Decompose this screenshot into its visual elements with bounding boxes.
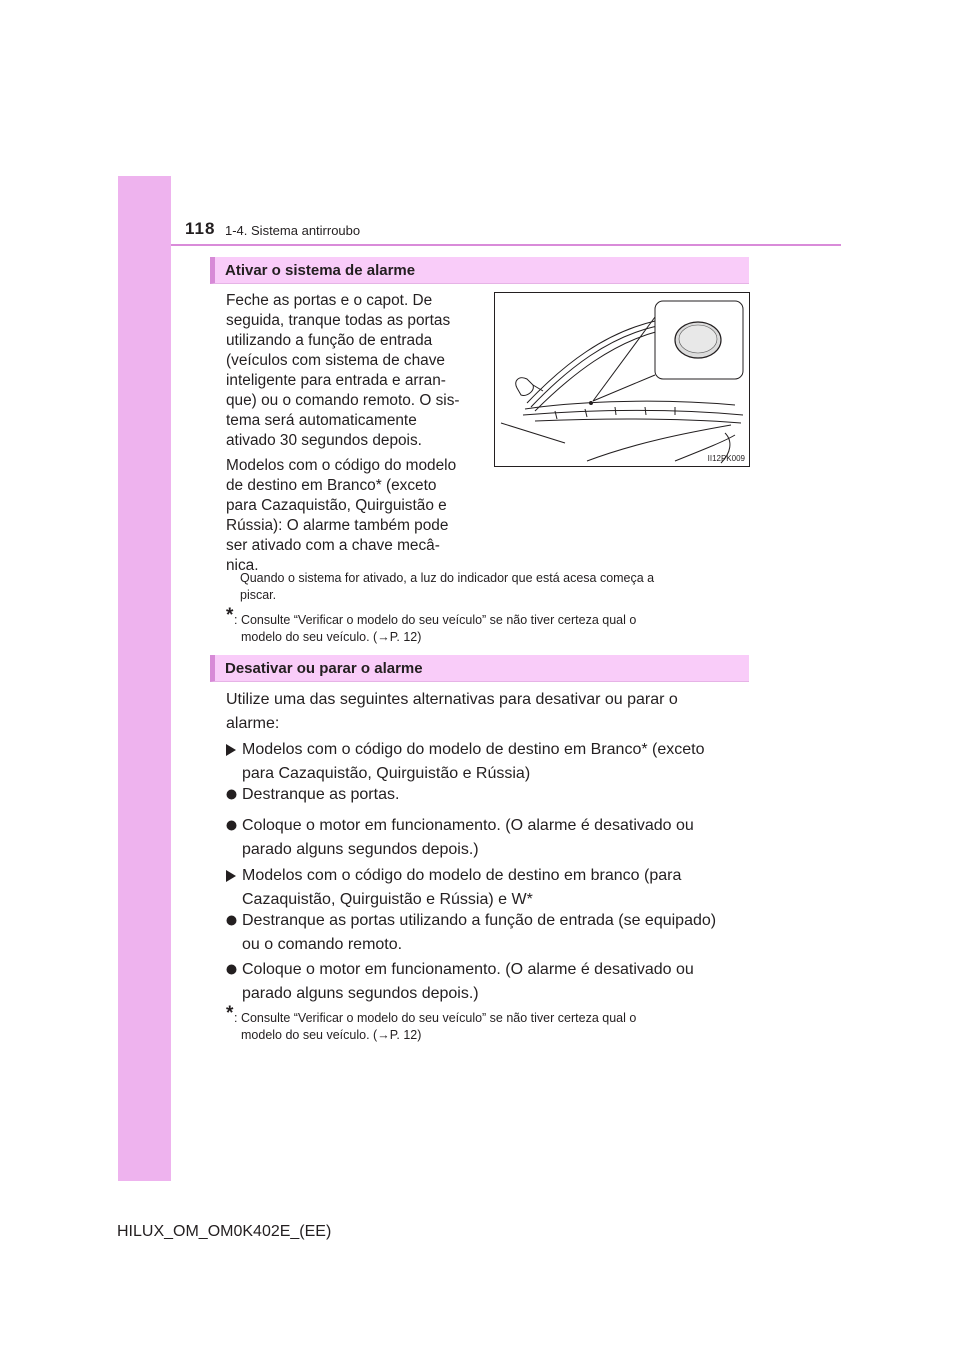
filled-circle-icon: [226, 789, 237, 800]
para-line: Feche as portas e o capot. De: [226, 292, 433, 309]
para-line: para Cazaquistão, Quirguistão e: [226, 497, 447, 514]
para-line: ser ativado com a chave mecâ-: [226, 537, 440, 554]
para-line: nica.: [226, 557, 259, 574]
group-title-line: Modelos com o código do modelo de destino em branco (para: [242, 867, 682, 884]
footnote-line: modelo do seu veículo. (→P. 12): [241, 1028, 422, 1042]
bullet-line: Coloque o motor em funcionamento. (O alarme é desativado ou: [242, 961, 694, 978]
para-line: ativado 30 segundos depois.: [226, 432, 422, 449]
para-line: utilizando a função de entrada: [226, 332, 433, 349]
heading-activate-alarm: [210, 257, 749, 284]
bullet-line: Destranque as portas.: [242, 786, 400, 803]
para-line: Modelos com o código do modelo: [226, 457, 457, 474]
heading-text: Desativar ou parar o alarme: [225, 660, 423, 677]
bullet-line: Destranque as portas utilizando a função de entrada (se equipado): [242, 912, 717, 929]
page-number: 118: [185, 219, 216, 238]
intro-line: alarme:: [226, 715, 280, 732]
bullet-line: parado alguns segundos depois.): [242, 985, 479, 1002]
footnote-line: : Consulte “Verificar o modelo do seu veículo” se não tiver certeza qual o: [234, 613, 637, 627]
chapter-sidebar-tab: [118, 176, 171, 1181]
windshield-indicator-figure: [494, 292, 750, 467]
para-line: tema será automaticamente: [226, 412, 417, 429]
triangle-right-icon: [226, 744, 236, 756]
group-title-line: Cazaquistão, Quirguistão e Rússia) e W*: [242, 891, 533, 908]
para-line: seguida, tranque todas as portas: [226, 312, 451, 329]
intro-line: Utilize uma das seguintes alternativas para desativar ou parar o: [226, 691, 678, 708]
heading-text: Ativar o sistema de alarme: [225, 262, 416, 279]
para-line: inteligente para entrada e arran-: [226, 372, 446, 389]
windshield-illustration: [495, 293, 749, 466]
asterisk-marker: *: [226, 1003, 234, 1024]
document-code: HILUX_OM_OM0K402E_(EE): [117, 1223, 332, 1240]
group-title-line: Modelos com o código do modelo de destino em Branco* (exceto: [242, 741, 705, 758]
filled-circle-icon: [226, 820, 237, 831]
asterisk-marker: *: [226, 605, 234, 626]
header-divider: [171, 244, 841, 246]
bullet-line: parado alguns segundos depois.): [242, 841, 479, 858]
bullet-line: Coloque o motor em funcionamento. (O alarme é desativado ou: [242, 817, 694, 834]
triangle-right-icon: [226, 870, 236, 882]
filled-circle-icon: [226, 915, 237, 926]
heading-deactivate-alarm: [210, 655, 749, 682]
figure-code: II12PK009: [707, 454, 745, 463]
para-line: que) ou o comando remoto. O sis-: [226, 392, 460, 409]
para-line: de destino em Branco* (exceto: [226, 477, 437, 494]
filled-circle-icon: [226, 964, 237, 975]
bullet-line: ou o comando remoto.: [242, 936, 403, 953]
note-line: piscar.: [240, 588, 277, 602]
footnote-line: modelo do seu veículo. (→P. 12): [241, 630, 422, 644]
section-title: 1-4. Sistema antirroubo: [225, 223, 361, 238]
para-line: Rússia): O alarme também pode: [226, 517, 449, 534]
note-line: Quando o sistema for ativado, a luz do indicador que está acesa começa a: [240, 571, 655, 585]
group-title-line: para Cazaquistão, Quirguistão e Rússia): [242, 765, 531, 782]
footnote-line: : Consulte “Verificar o modelo do seu veículo” se não tiver certeza qual o: [234, 1011, 637, 1025]
para-line: (veículos com sistema de chave: [226, 352, 445, 369]
